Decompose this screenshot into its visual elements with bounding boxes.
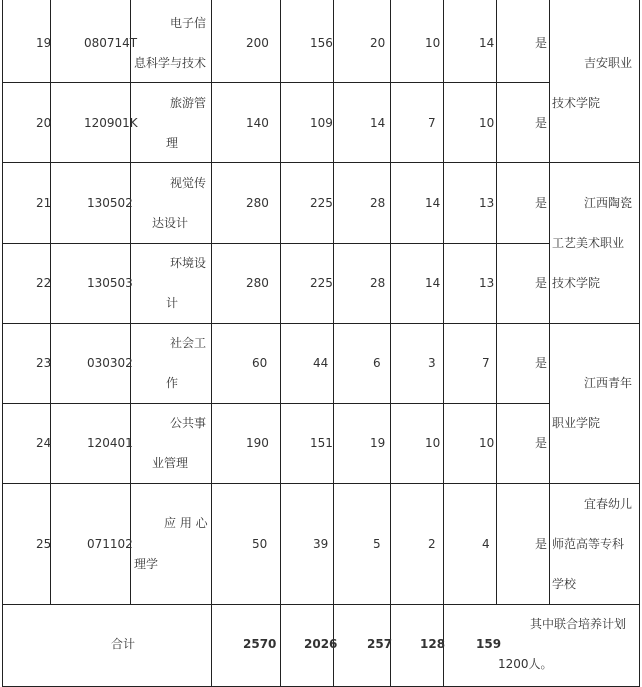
major-code: 130502 bbox=[87, 196, 133, 210]
major-name-cont: 理 bbox=[166, 136, 179, 150]
value-col4: 7 bbox=[428, 116, 436, 130]
value-col2: 151 bbox=[310, 436, 333, 450]
value-col1: 60 bbox=[252, 356, 268, 370]
value-col4: 10 bbox=[425, 436, 441, 450]
school-name: 江西青年 bbox=[584, 376, 633, 390]
value-col1: 280 bbox=[246, 276, 269, 290]
value-col4: 14 bbox=[425, 196, 441, 210]
yes-flag: 是 bbox=[535, 196, 548, 210]
value-col1: 140 bbox=[246, 116, 269, 130]
school-name-cont: 技术学院 bbox=[552, 276, 601, 290]
yes-flag: 是 bbox=[535, 36, 548, 50]
major-code: 080714T bbox=[84, 36, 138, 50]
value-col5: 10 bbox=[479, 436, 495, 450]
major-code: 130503 bbox=[87, 276, 133, 290]
value-col1: 280 bbox=[246, 196, 269, 210]
row-number: 22 bbox=[36, 276, 52, 290]
value-col3: 19 bbox=[370, 436, 386, 450]
total-label: 合计 bbox=[111, 637, 136, 651]
major-code: 071102 bbox=[87, 537, 133, 551]
row-number: 21 bbox=[36, 196, 52, 210]
yes-flag: 是 bbox=[535, 276, 548, 290]
school-name-cont: 学校 bbox=[552, 577, 577, 591]
yes-flag: 是 bbox=[535, 537, 548, 551]
total-col5: 159 bbox=[476, 637, 502, 651]
school-name: 吉安职业 bbox=[584, 56, 633, 70]
value-col5: 10 bbox=[479, 116, 495, 130]
row-number: 25 bbox=[36, 537, 52, 551]
major-code: 120401 bbox=[87, 436, 133, 450]
value-col4: 10 bbox=[425, 36, 441, 50]
value-col2: 225 bbox=[310, 276, 333, 290]
row-number: 23 bbox=[36, 356, 52, 370]
value-col2: 225 bbox=[310, 196, 333, 210]
value-col5: 13 bbox=[479, 276, 495, 290]
value-col2: 39 bbox=[313, 537, 329, 551]
yes-flag: 是 bbox=[535, 436, 548, 450]
value-col4: 3 bbox=[428, 356, 436, 370]
major-name: 旅游管 bbox=[170, 96, 207, 110]
value-col3: 14 bbox=[370, 116, 386, 130]
value-col5: 7 bbox=[482, 356, 490, 370]
value-col1: 190 bbox=[246, 436, 269, 450]
yes-flag: 是 bbox=[535, 116, 548, 130]
row-number: 24 bbox=[36, 436, 52, 450]
total-note: 其中联合培养计划 bbox=[530, 617, 627, 631]
total-col2: 2026 bbox=[304, 637, 338, 651]
value-col5: 13 bbox=[479, 196, 495, 210]
major-name-cont: 业管理 bbox=[152, 456, 189, 470]
value-col3: 5 bbox=[373, 537, 381, 551]
total-note-cont: 1200人。 bbox=[498, 657, 553, 671]
value-col3: 20 bbox=[370, 36, 386, 50]
school-name-cont: 工艺美术职业 bbox=[552, 236, 625, 250]
major-code: 030302 bbox=[87, 356, 133, 370]
value-col1: 200 bbox=[246, 36, 269, 50]
value-col1: 50 bbox=[252, 537, 268, 551]
major-name: 公共事 bbox=[170, 416, 207, 430]
value-col2: 44 bbox=[313, 356, 329, 370]
value-col3: 28 bbox=[370, 196, 386, 210]
total-col1: 2570 bbox=[243, 637, 277, 651]
major-code: 120901K bbox=[84, 116, 138, 130]
value-col3: 28 bbox=[370, 276, 386, 290]
value-col4: 2 bbox=[428, 537, 436, 551]
school-name-cont: 职业学院 bbox=[552, 416, 601, 430]
major-name: 环境设 bbox=[170, 256, 207, 270]
row-number: 20 bbox=[36, 116, 52, 130]
school-name-cont: 师范高等专科 bbox=[552, 537, 625, 551]
major-name: 电子信 bbox=[170, 16, 207, 30]
yes-flag: 是 bbox=[535, 356, 548, 370]
school-name: 宜春幼儿 bbox=[584, 497, 633, 511]
major-name-cont: 息科学与技术 bbox=[134, 56, 207, 70]
major-name: 社会工 bbox=[170, 336, 207, 350]
total-col4: 128 bbox=[420, 637, 446, 651]
total-col3: 257 bbox=[367, 637, 393, 651]
school-name-cont: 技术学院 bbox=[552, 96, 601, 110]
value-col4: 14 bbox=[425, 276, 441, 290]
value-col3: 6 bbox=[373, 356, 381, 370]
row-number: 19 bbox=[36, 36, 52, 50]
value-col2: 109 bbox=[310, 116, 333, 130]
school-name: 江西陶瓷 bbox=[584, 196, 633, 210]
value-col2: 156 bbox=[310, 36, 333, 50]
major-name: 应 用 心 bbox=[164, 516, 208, 530]
major-name-cont: 计 bbox=[166, 296, 179, 310]
major-name: 视觉传 bbox=[170, 176, 207, 190]
value-col5: 4 bbox=[482, 537, 490, 551]
major-name-cont: 理学 bbox=[134, 557, 159, 571]
value-col5: 14 bbox=[479, 36, 495, 50]
major-name-cont: 达设计 bbox=[152, 216, 189, 230]
major-name-cont: 作 bbox=[166, 376, 179, 390]
